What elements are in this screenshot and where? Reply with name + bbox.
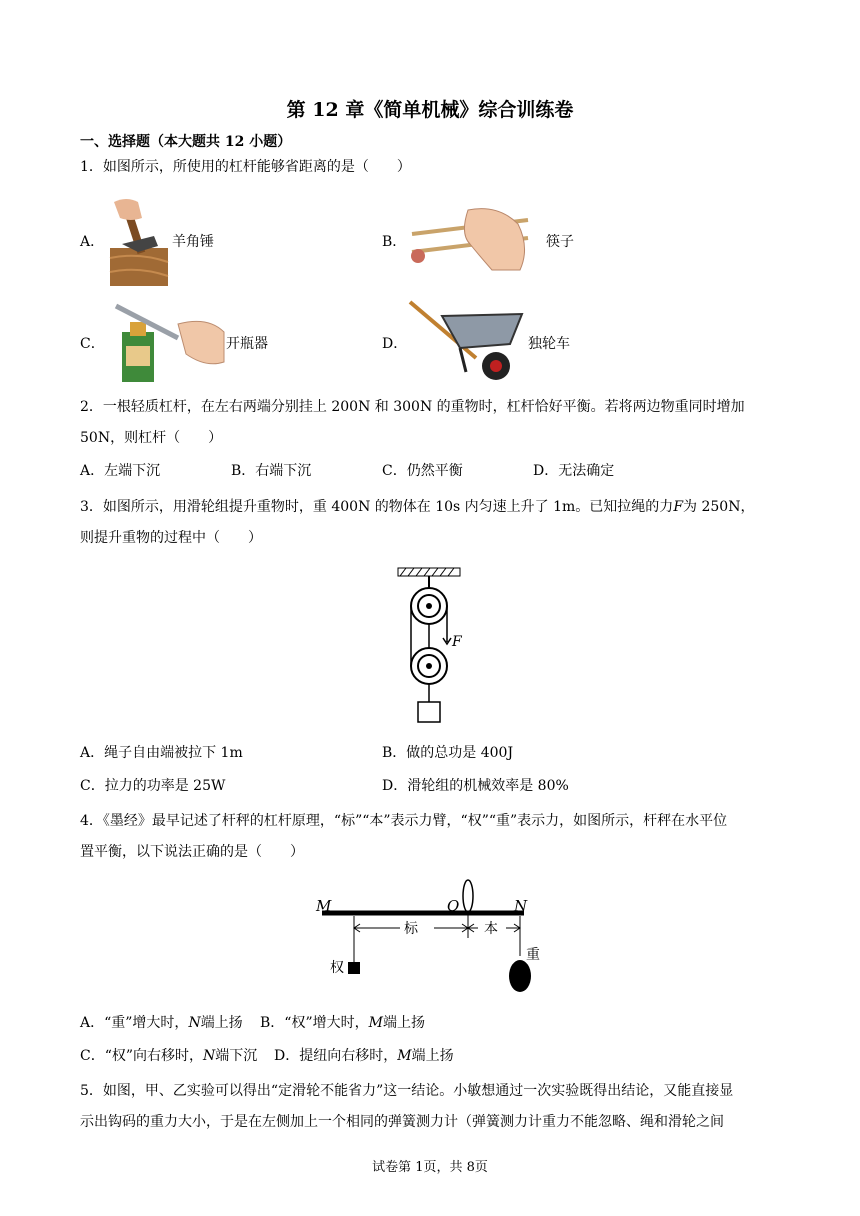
q3-option-a: A．绳子自由端被拉下 1m [80, 745, 243, 761]
wheelbarrow-image [406, 296, 528, 384]
q3-option-d: D．滑轮组的机械效率是 80% [382, 778, 569, 794]
q3-option-b: B．做的总功是 400J [382, 745, 514, 761]
q1-option-d-letter: D． [382, 336, 408, 352]
q4-line1: 4．《墨经》最早记述了杆秤的杠杆原理，“标”“本”表示力臂，“权”“重”表示力，如图所示，杆秤在水平位 [80, 813, 728, 829]
q5-line2: 示出钩码的重力大小，于是在左侧加上一个相同的弹簧测力计（弹簧测力计重力不能忽略、绳和滑轮之间 [80, 1114, 724, 1130]
q1-option-b-label: 筷子 [546, 234, 574, 250]
bottle-opener-image [108, 302, 226, 382]
q1-option-a-label: 羊角锤 [172, 234, 214, 250]
q2-option-b: B．右端下沉 [231, 463, 312, 479]
q3-line1: 3．如图所示，用滑轮组提升重物时，重 400N 的物体在 10s 内匀速上升了 1m。已知拉绳的力F为 250N， [80, 499, 755, 515]
label-o: O [447, 897, 460, 915]
q1-option-c-letter: C． [80, 336, 105, 352]
q3-line2: 则提升重物的过程中（ ） [80, 530, 262, 546]
q1-stem: 1．如图所示，所使用的杠杆能够省距离的是（ ） [80, 159, 411, 175]
q1-option-b-letter: B． [382, 234, 407, 250]
label-quan: 权 [330, 960, 344, 976]
steelyard-diagram [316, 876, 546, 998]
q4-line2: 置平衡，以下说法正确的是（ ） [80, 844, 304, 860]
q1-option-d-label: 独轮车 [528, 336, 570, 352]
claw-hammer-image [108, 196, 170, 288]
q3-option-c: C．拉力的功率是 25W [80, 778, 226, 794]
chopsticks-image [408, 204, 532, 276]
q4-option-d: D．提纽向右移时，M端上扬 [274, 1048, 454, 1064]
q2-line1: 2．一根轻质杠杆，在左右两端分别挂上 200N 和 300N 的重物时，杠杆恰好平衡。若将两边物重同时增加 [80, 399, 745, 415]
q2-option-d: D．无法确定 [533, 463, 615, 479]
q4-option-a: A．“重”增大时，N端上扬 [80, 1015, 243, 1031]
q4-option-b: B．“权”增大时，M端上扬 [260, 1015, 425, 1031]
force-f-label: F [452, 634, 462, 650]
label-zhong: 重 [526, 947, 540, 963]
q2-line2: 50N，则杠杆（ ） [80, 430, 223, 446]
q1-option-a-letter: A． [80, 234, 105, 250]
q2-option-c: C．仍然平衡 [382, 463, 463, 479]
q2-option-a: A．左端下沉 [80, 463, 161, 479]
section-heading: 一、选择题（本大题共 12 小题） [80, 134, 292, 150]
q1-option-c-label: 开瓶器 [226, 336, 268, 352]
label-m: M [316, 897, 332, 915]
label-n: N [514, 897, 528, 915]
page-footer: 试卷第 1页，共 8页 [372, 1160, 488, 1175]
label-biao: 标 [404, 921, 418, 937]
label-ben: 本 [484, 921, 498, 937]
q4-option-c: C．“权”向右移时，N端下沉 [80, 1048, 258, 1064]
page-title: 第 12 章《简单机械》综合训练卷 [286, 99, 574, 121]
q5-line1: 5．如图，甲、乙实验可以得出“定滑轮不能省力”这一结论。小敏想通过一次实验既得出结论，又能直接显 [80, 1083, 734, 1099]
